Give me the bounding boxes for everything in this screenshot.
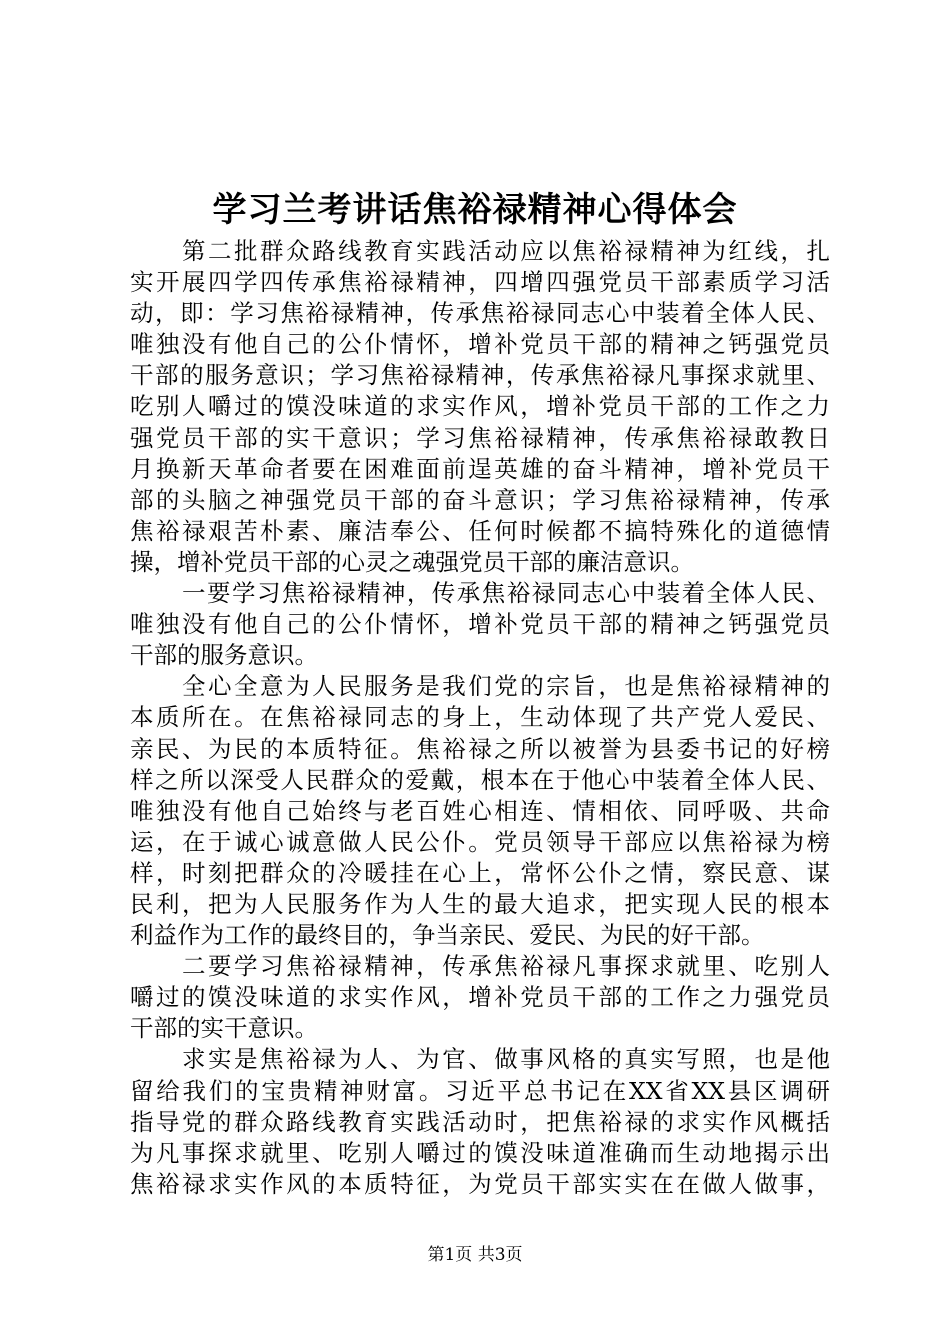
document-body bbox=[130, 236, 830, 1200]
text-line: 焦裕禄艰苦朴素、廉洁奉公、任何时候都不搞特殊化的道德情 bbox=[130, 516, 830, 545]
text-line: 二要学习焦裕禄精神，传承焦裕禄凡事探求就里、吃别人 bbox=[182, 952, 830, 981]
text-line: 求实是焦裕禄为人、为官、做事风格的真实写照，也是他 bbox=[182, 1045, 830, 1074]
text-line: 动，即：学习焦裕禄精神，传承焦裕禄同志心中装着全体人民、 bbox=[130, 299, 830, 328]
text-line: 运，在于诚心诚意做人民公仆。党员领导干部应以焦裕禄为榜 bbox=[130, 827, 830, 856]
page-footer: 第1页 共3页 bbox=[427, 1245, 523, 1265]
text-line: 利益作为工作的最终目的，争当亲民、爱民、为民的好干部。 bbox=[130, 921, 765, 950]
text-line: 月换新天革命者要在困难面前逞英雄的奋斗精神，增补党员干 bbox=[130, 454, 830, 483]
text-line: 实开展四学四传承焦裕禄精神，四增四强党员干部素质学习活 bbox=[130, 268, 830, 297]
text-line: 操，增补党员干部的心灵之魂强党员干部的廉洁意识。 bbox=[130, 547, 694, 576]
text-line: 留给我们的宝贵精神财富。习近平总书记在XX省XX县区调研 bbox=[130, 1076, 830, 1105]
text-line: 本质所在。在焦裕禄同志的身上，生动体现了共产党人爱民、 bbox=[130, 703, 830, 732]
text-line: 样，时刻把群众的冷暖挂在心上，常怀公仆之情，察民意、谋 bbox=[130, 858, 830, 887]
text-line: 干部的实干意识。 bbox=[130, 1014, 318, 1043]
text-line: 干部的服务意识。 bbox=[130, 641, 318, 670]
text-line: 唯独没有他自己的公仆情怀，增补党员干部的精神之钙强党员 bbox=[130, 610, 830, 639]
text-line: 吃别人嚼过的馍没味道的求实作风，增补党员干部的工作之力 bbox=[130, 392, 830, 421]
text-line: 嚼过的馍没味道的求实作风，增补党员干部的工作之力强党员 bbox=[130, 983, 830, 1012]
text-line: 全心全意为人民服务是我们党的宗旨，也是焦裕禄精神的 bbox=[182, 672, 830, 701]
document-title: 学习兰考讲话焦裕禄精神心得体会 bbox=[212, 190, 738, 230]
text-line: 样之所以深受人民群众的爱戴，根本在于他心中装着全体人民、 bbox=[130, 765, 830, 794]
text-line: 强党员干部的实干意识；学习焦裕禄精神，传承焦裕禄敢教日 bbox=[130, 423, 830, 452]
text-line: 焦裕禄求实作风的本质特征，为党员干部实实在在做人做事， bbox=[130, 1169, 830, 1198]
text-line: 一要学习焦裕禄精神，传承焦裕禄同志心中装着全体人民、 bbox=[182, 579, 830, 608]
text-line: 唯独没有他自己始终与老百姓心相连、情相依、同呼吸、共命 bbox=[130, 796, 830, 825]
text-line: 亲民、为民的本质特征。焦裕禄之所以被誉为县委书记的好榜 bbox=[130, 734, 830, 763]
text-line: 干部的服务意识；学习焦裕禄精神，传承焦裕禄凡事探求就里、 bbox=[130, 361, 830, 390]
text-line: 唯独没有他自己的公仆情怀，增补党员干部的精神之钙强党员 bbox=[130, 330, 830, 359]
text-line: 指导党的群众路线教育实践活动时，把焦裕禄的求实作风概括 bbox=[130, 1107, 830, 1136]
text-line: 部的头脑之神强党员干部的奋斗意识；学习焦裕禄精神，传承 bbox=[130, 485, 830, 514]
text-line: 民利，把为人民服务作为人生的最大追求，把实现人民的根本 bbox=[130, 889, 830, 918]
text-line: 第二批群众路线教育实践活动应以焦裕禄精神为红线，扎 bbox=[182, 237, 830, 265]
text-line: 为凡事探求就里、吃别人嚼过的馍没味道准确而生动地揭示出 bbox=[130, 1138, 830, 1167]
